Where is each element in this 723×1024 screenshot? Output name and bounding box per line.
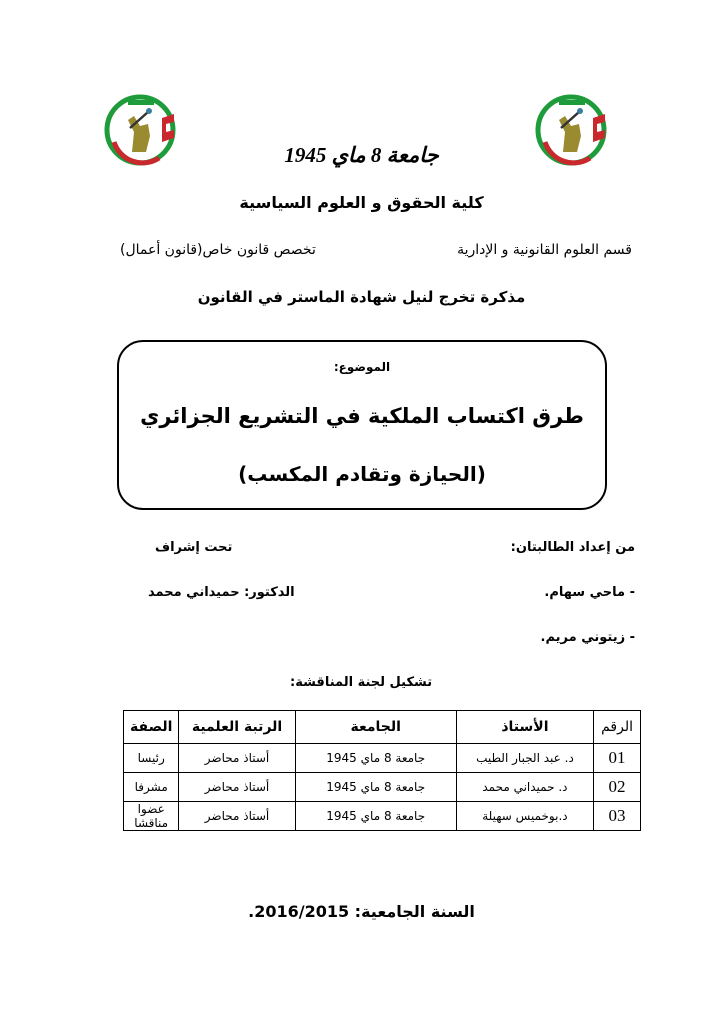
- student-1: - ماحي سهام.: [544, 585, 635, 600]
- supervisor-name: الدكتور: حميداني محمد: [148, 585, 295, 600]
- cell-professor: د. حميداني محمد: [456, 773, 593, 802]
- supervision-label: تحت إشراف: [155, 540, 233, 555]
- cell-rank: أستاذ محاضر: [179, 744, 295, 773]
- cell-number: 01: [594, 744, 641, 773]
- department: قسم العلوم القانونية و الإدارية: [457, 242, 632, 258]
- subject-label: الموضوع:: [333, 360, 391, 374]
- header-professor: الأستاذ: [456, 711, 593, 744]
- cell-university: جامعة 8 ماي 1945: [295, 773, 456, 802]
- committee-title: تشكيل لجنة المناقشة:: [290, 675, 433, 690]
- table-row: [124, 802, 641, 831]
- header-rank: الرتبة العلمية: [179, 711, 295, 744]
- cell-number: 03: [594, 802, 641, 831]
- university-name: جامعة 8 ماي 1945: [284, 143, 439, 167]
- header-number: الرقم: [594, 711, 641, 744]
- committee-table: [123, 710, 641, 831]
- cell-professor: د.بوخميس سهيلة: [456, 802, 593, 831]
- table-row: [124, 744, 641, 773]
- specialty: تخصص قانون خاص(قانون أعمال): [120, 242, 316, 258]
- cell-role: رئيسا: [124, 744, 179, 773]
- academic-year: السنة الجامعية: 2016/2015.: [248, 902, 475, 921]
- cell-role: مشرفا: [124, 773, 179, 802]
- department-row: [120, 242, 632, 258]
- header-role: الصفة: [124, 711, 179, 744]
- cell-university: جامعة 8 ماي 1945: [295, 802, 456, 831]
- cell-university: جامعة 8 ماي 1945: [295, 744, 456, 773]
- cell-role: عضوا مناقشا: [124, 802, 179, 831]
- memo-title: مذكرة تخرج لنيل شهادة الماستر في القانون: [197, 288, 526, 306]
- subject-box: [117, 340, 607, 510]
- subject-title: طرق اكتساب الملكية في التشريع الجزائري: [140, 404, 584, 428]
- cell-rank: أستاذ محاضر: [179, 802, 295, 831]
- subject-subtitle: (الحيازة وتقادم المكسب): [238, 462, 486, 486]
- cell-number: 02: [594, 773, 641, 802]
- header-university: الجامعة: [295, 711, 456, 744]
- table-row: [124, 773, 641, 802]
- faculty-name: كلية الحقوق و العلوم السياسية: [239, 193, 484, 212]
- cell-rank: أستاذ محاضر: [179, 773, 295, 802]
- table-header-row: [124, 711, 641, 744]
- student-2: - زيتوني مريم.: [540, 630, 635, 645]
- cell-professor: د. عبد الجبار الطيب: [456, 744, 593, 773]
- prepared-by-label: من إعداد الطالبتان:: [510, 540, 635, 555]
